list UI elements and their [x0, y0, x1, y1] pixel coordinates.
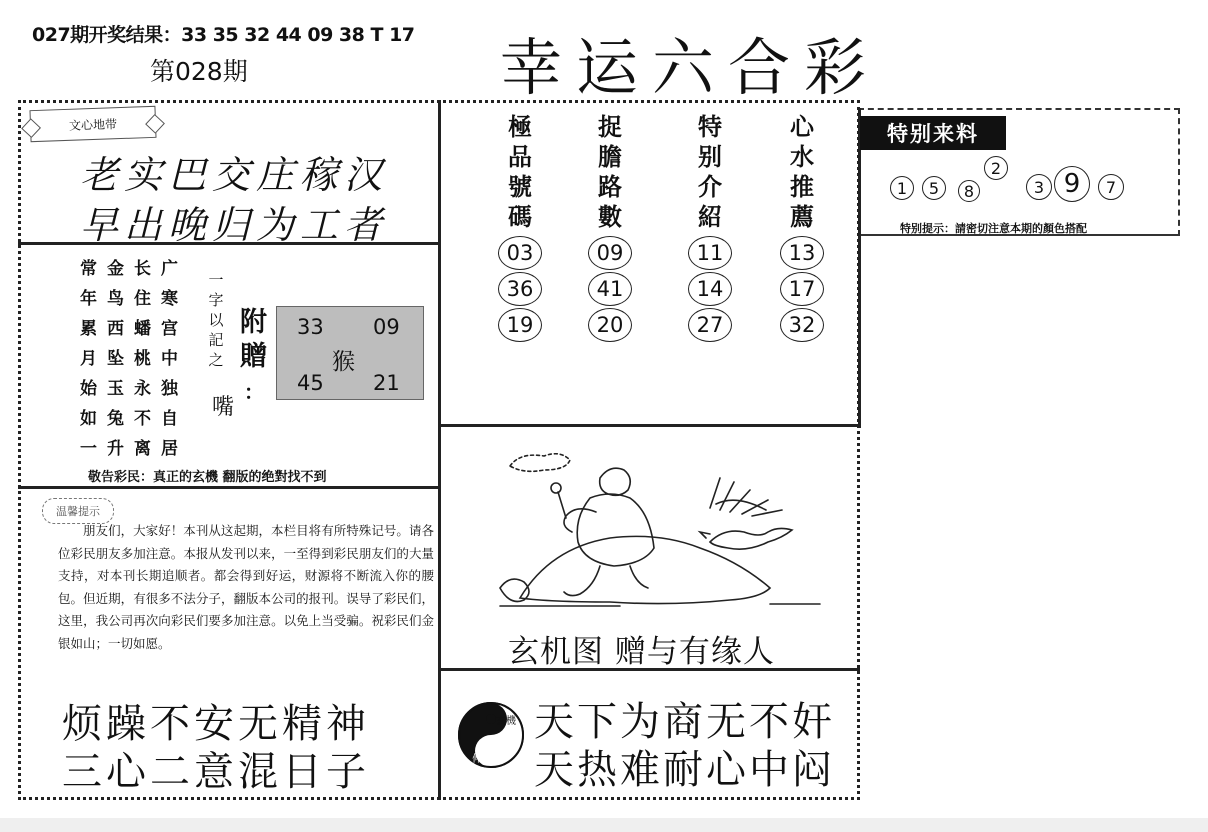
poem-char: 离: [134, 439, 151, 459]
number-ball: 03: [498, 236, 542, 270]
section-tag: 文心地带: [29, 106, 156, 142]
special-number: 5: [922, 176, 946, 200]
poem-char: 永: [134, 379, 151, 399]
colon: ：: [244, 380, 264, 404]
number-column-4: [772, 112, 832, 342]
special-tag: 特别来料: [860, 116, 1006, 150]
number-ball: 36: [498, 272, 542, 306]
number-column-2: [580, 112, 640, 342]
poem-char: 居: [161, 439, 178, 459]
special-number: 8: [958, 180, 980, 202]
poem-char: 月: [80, 349, 97, 369]
notice-paragraph: 朋友们，大家好！本刊从这起期，本栏目将有所特殊记号。请各位彩民朋友多加注意。本报从发刊以来，一至得到彩民朋友们的大量支持，对本刊长期追顺者。都会得到好运，财源将不断流入你的腰包。但近期，有很多不法分子，翻版本公司的报刊。误导了彩民们，这里，我公司再次向彩民们要多加注意。以免上当受骗。祝彩民们金银如山；一切如愿。: [58, 523, 434, 651]
poem-char: 桃: [134, 349, 151, 369]
number-column-3: [680, 112, 740, 342]
poem-char: 年: [80, 289, 97, 309]
illustration-caption: 玄机图 赠与有缘人: [508, 634, 775, 670]
poem-char: 坠: [107, 349, 124, 369]
gift-label: 附贈: [240, 307, 267, 372]
special-note: 特别提示：請密切注意本期的顏色搭配: [900, 222, 1087, 235]
poem-char: 中: [161, 349, 178, 369]
column-head-char: 極: [508, 112, 532, 141]
column-head-char: 推: [790, 172, 814, 201]
poem-char: 长: [134, 259, 151, 279]
number-ball: 32: [780, 308, 824, 342]
poem-line-1: 老实巴交庄稼汉: [80, 153, 389, 197]
poem-char: 西: [107, 319, 124, 339]
yinyang-label-top: 玄機: [496, 716, 516, 727]
divider-vertical: [438, 100, 441, 800]
bottom-right-line-1: 天下为商无不奸: [534, 699, 835, 745]
gift-number: 45: [297, 371, 324, 395]
number-ball: 13: [780, 236, 824, 270]
column-head-char: 碼: [508, 202, 532, 231]
side-note: 一字以記之: [208, 271, 224, 369]
column-head-char: 介: [698, 172, 722, 201]
gift-box: [276, 306, 424, 400]
number-ball: 17: [780, 272, 824, 306]
number-ball: 41: [588, 272, 632, 306]
poem-column: [134, 254, 151, 464]
poem-char: 宫: [161, 319, 178, 339]
poem-char: 始: [80, 379, 97, 399]
number-ball: 11: [688, 236, 732, 270]
poem-char: 不: [134, 409, 151, 429]
poem-char: 常: [80, 259, 97, 279]
number-column-1: [490, 112, 550, 342]
poem-char: 鸟: [107, 289, 124, 309]
poem-line-2: 早出晚归为工者: [80, 203, 389, 247]
gift-number: 33: [297, 315, 324, 339]
page-title: 幸运六合彩: [500, 31, 881, 104]
notice-stamp: 温馨提示: [42, 498, 114, 524]
gift-animal: 猴: [332, 349, 355, 375]
column-head-char: 心: [790, 112, 814, 141]
poem-char: 寒: [161, 289, 178, 309]
column-head-char: 别: [698, 142, 722, 171]
poem-char: 一: [80, 439, 97, 459]
number-ball: 20: [588, 308, 632, 342]
bottom-right-line-2: 天热难耐心中闷: [534, 747, 835, 793]
column-head-char: 數: [598, 202, 622, 231]
column-head-char: 薦: [790, 202, 814, 231]
mouth-char: 嘴: [212, 395, 235, 420]
column-head-char: 特: [698, 112, 722, 141]
number-ball: 27: [688, 308, 732, 342]
special-number: 7: [1098, 174, 1124, 200]
column-head-char: 號: [508, 172, 532, 201]
footer-strip: [0, 818, 1208, 832]
poem-char: 蟠: [134, 319, 151, 339]
special-number: 3: [1026, 174, 1052, 200]
gift-number: 09: [373, 315, 400, 339]
poem-char: 如: [80, 409, 97, 429]
poem-char: 升: [107, 439, 124, 459]
poem-char: 自: [161, 409, 178, 429]
bottom-left-line-1: 烦躁不安无精神: [62, 701, 370, 747]
poem-char: 独: [161, 379, 178, 399]
poem-char: 金: [107, 259, 124, 279]
issue-number: 第028期: [150, 57, 248, 86]
poem-char: 累: [80, 319, 97, 339]
special-number: 1: [890, 176, 914, 200]
poem-char: 兔: [107, 409, 124, 429]
previous-result: 027期开奖结果：33 35 32 44 09 38 T 17: [32, 24, 415, 46]
gift-number: 21: [373, 371, 400, 395]
poem-column: [80, 254, 97, 464]
special-number: 9: [1054, 166, 1090, 202]
column-head-char: 水: [790, 142, 814, 171]
number-ball: 09: [588, 236, 632, 270]
yinyang-label-bottom: 伸爺: [472, 754, 492, 765]
special-number: 2: [984, 156, 1008, 180]
column-head-char: 品: [508, 142, 532, 171]
poem-char: 住: [134, 289, 151, 309]
poem-column: [161, 254, 178, 464]
bottom-left-line-2: 三心二意混日子: [62, 749, 370, 795]
column-poem: [80, 254, 178, 464]
poem-char: 玉: [107, 379, 124, 399]
divider-h2: [18, 486, 438, 489]
poem-column: [107, 254, 124, 464]
column-head-char: 紹: [698, 202, 722, 231]
column-head-char: 路: [598, 172, 622, 201]
column-head-char: 膽: [598, 142, 622, 171]
xuanji-illustration: [480, 438, 840, 618]
warning-text: 敬告彩民：真正的玄機 翻版的绝對找不到: [88, 470, 327, 485]
column-head-char: 捉: [598, 112, 622, 141]
number-ball: 14: [688, 272, 732, 306]
divider-h3: [438, 424, 860, 427]
poem-char: 广: [161, 259, 178, 279]
number-ball: 19: [498, 308, 542, 342]
divider-vertical-right: [858, 108, 861, 428]
